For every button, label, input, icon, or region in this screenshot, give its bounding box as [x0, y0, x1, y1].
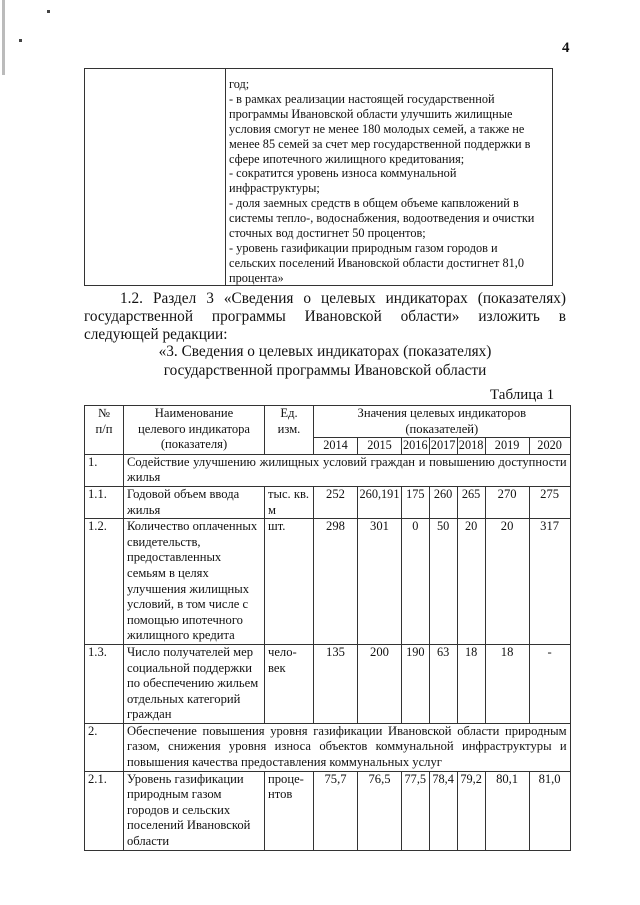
values-group-header: Значения целевых индикаторов (показателей) [314, 406, 571, 438]
value-2017: 63 [429, 644, 457, 723]
value-2016: 0 [402, 519, 430, 645]
value-2018: 265 [457, 486, 485, 518]
year-header: 2014 [314, 438, 358, 455]
section-title: Обеспечение повышения уровня газификации Ивановской области природным газом, снижения уровня износа объектов коммунальной инфраструктуры и повышения качества предоставления коммунальных услуг [124, 723, 571, 771]
indicator-name: Число получателей мер социальной поддержки по обеспечению жильем отдельных категорий граждан [124, 644, 265, 723]
amendment-paragraph [84, 290, 566, 344]
value-2015: 301 [358, 519, 402, 645]
value-2016: 190 [402, 644, 430, 723]
table-divider [225, 69, 226, 285]
row-num: 1.3. [85, 644, 124, 723]
value-2019: 80,1 [485, 771, 529, 850]
scan-speck [47, 10, 50, 13]
indicator-unit: чело- век [265, 644, 314, 723]
value-2016: 175 [402, 486, 430, 518]
section-title: Содействие улучшению жилищных условий граждан и повышению доступности жилья [124, 454, 571, 486]
indicator-unit: тыс. кв. м [265, 486, 314, 518]
year-header: 2020 [529, 438, 570, 455]
expected-results-text: год; - в рамках реализации настоящей государственной программы Ивановской области улучшить жилищные условия смогут не менее 180 молодых семей, а также не менее 85 семей за счет мер государственной поддержки в сфере ипотечного жилищного кредитования; - сократится уровень износа коммунальной инфраструктуры; - доля заемных средств в общем объеме капвложений в системы тепло-, водоснабжения, водоотведения и очистки сточных вод достигнет 50 процентов; - уровень газификации природным газом городов и сельских поселений Ивановской области достигнет 81,0 процента» [229, 77, 535, 285]
table-row [85, 771, 571, 850]
value-2017: 50 [429, 519, 457, 645]
value-2017: 78,4 [429, 771, 457, 850]
header-row [85, 406, 571, 438]
year-header: 2019 [485, 438, 529, 455]
row-num: 2.1. [85, 771, 124, 850]
value-2015: 200 [358, 644, 402, 723]
continuation-table [84, 68, 553, 286]
indicator-name: Уровень газификации природным газом городов и сельских поселений Ивановской области [124, 771, 265, 850]
value-2014: 75,7 [314, 771, 358, 850]
table-row [85, 519, 571, 645]
heading-line-2: государственной программы Ивановской области [163, 361, 487, 379]
indicator-unit: шт. [265, 519, 314, 645]
value-2020: 317 [529, 519, 570, 645]
value-2014: 252 [314, 486, 358, 518]
value-2019: 270 [485, 486, 529, 518]
table-row [85, 486, 571, 518]
value-2020: 275 [529, 486, 570, 518]
scan-edge-artifact [2, 0, 5, 75]
indicator-name: Количество оплаченных свидетельств, предоставленных семьям в целях улучшения жилищных условий, в том числе с помощью ипотечного жилищного кредита [124, 519, 265, 645]
indicator-unit: проце- нтов [265, 771, 314, 850]
row-num: 1.1. [85, 486, 124, 518]
value-2014: 135 [314, 644, 358, 723]
row-num: 2. [85, 723, 124, 771]
row-num: 1.2. [85, 519, 124, 645]
section-row [85, 454, 571, 486]
value-2018: 18 [457, 644, 485, 723]
year-header: 2015 [358, 438, 402, 455]
table-label: Таблица 1 [490, 387, 555, 403]
value-2020: 81,0 [529, 771, 570, 850]
value-2019: 18 [485, 644, 529, 723]
value-2018: 79,2 [457, 771, 485, 850]
value-2016: 77,5 [402, 771, 430, 850]
indicator-name: Годовой объем ввода жилья [124, 486, 265, 518]
page-number: 4 [562, 40, 570, 56]
table-row [85, 644, 571, 723]
section-row [85, 723, 571, 771]
indicators-table [84, 405, 571, 851]
value-2015: 260,191 [358, 486, 402, 518]
heading-line-1: «3. Сведения о целевых индикаторах (показателях) [158, 343, 492, 360]
section-heading [84, 343, 566, 380]
amendment-text: 1.2. Раздел 3 «Сведения о целевых индикаторах (показателях) государственной программы Ивановской области» изложить в следующей редакции: [84, 290, 566, 343]
year-header: 2018 [457, 438, 485, 455]
year-header: 2016 [402, 438, 430, 455]
value-2015: 76,5 [358, 771, 402, 850]
value-2017: 260 [429, 486, 457, 518]
row-num: 1. [85, 454, 124, 486]
col-name-header: Наименование целевого индикатора (показателя) [124, 406, 265, 455]
col-unit-header: Ед. изм. [265, 406, 314, 455]
year-header: 2017 [429, 438, 457, 455]
col-num-header: № п/п [85, 406, 124, 455]
value-2020: - [529, 644, 570, 723]
scan-speck [19, 39, 22, 42]
value-2018: 20 [457, 519, 485, 645]
value-2019: 20 [485, 519, 529, 645]
value-2014: 298 [314, 519, 358, 645]
